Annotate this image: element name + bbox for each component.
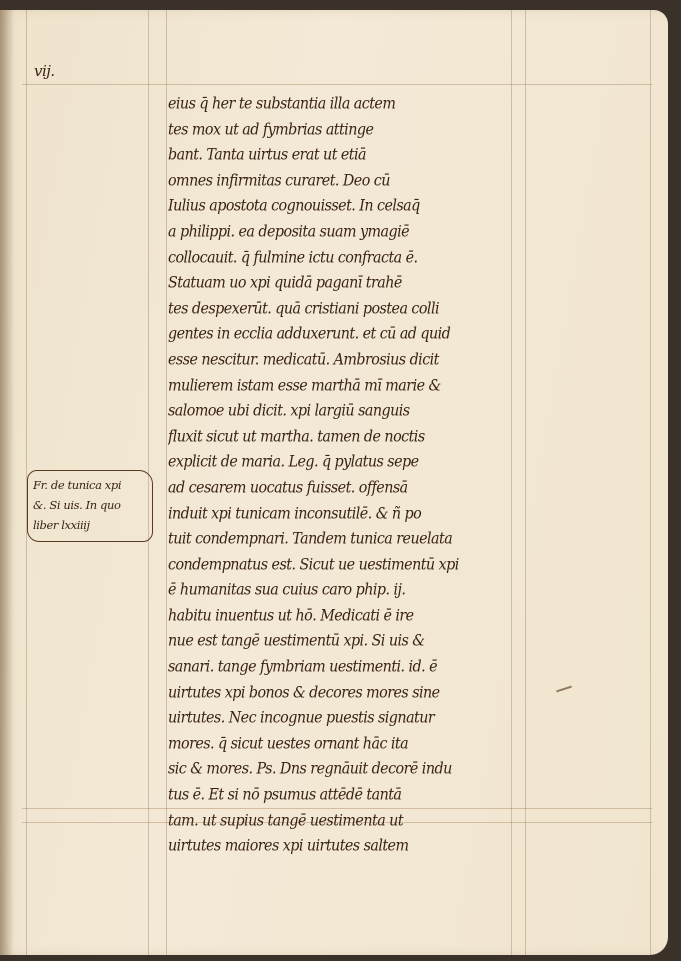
text-line: tus ē. Et si nō psumus attēdē tantā [168,786,402,804]
marginal-note-line: &. Si uis. In quo [33,498,121,512]
marginal-note [27,470,153,542]
ruling-line-text-right-outer [525,10,526,955]
text-line: mores. q̄ sicut uestes ornant hāc ita [168,735,409,753]
text-line: esse nescitur. medicatū. Ambrosius dicit [168,351,439,369]
marginal-note-line: liber lxxiiij [33,518,90,532]
text-line: habitu inuentus ut hō. Medicati ē ire [168,607,414,625]
text-line: a philippi. ea deposita suam ymagiē [168,223,409,241]
main-text-column [168,92,514,860]
text-line: nue est tangē uestimentū xpi. Si uis & [168,632,425,651]
text-line: salomoe ubi dicit. xpi largiū sanguis [168,402,410,420]
text-line: collocauit. q̄ fulmine ictu confracta ē. [168,248,418,267]
text-line: tes despexerūt. quā cristiani postea colli [168,300,439,318]
text-line: Iulius apostota cognouisset. In celsaq̄ [168,197,420,215]
folio-number: vij. [34,62,55,80]
text-line: ad cesarem uocatus fuisset. offensā [168,479,408,497]
text-line: sanari. tange fymbriam uestimenti. id. ē [168,658,438,676]
text-line: ē humanitas sua cuius caro phip. ij. [168,581,406,599]
text-line: tes mox ut ad fymbrias attinge [168,120,374,139]
text-line: condempnatus est. Sicut ue uestimentū xpi [168,555,459,574]
text-line: explicit de maria. Leg. q̄ pylatus sepe [168,453,419,471]
text-line: tuit condempnari. Tandem tunica reuelata [168,530,453,548]
text-line: Statuam uo xpi quidā paganī trahē [168,274,402,292]
ruling-line-right-edge [650,10,651,955]
text-line: sic & mores. Ps. Dns regnāuit decorē indu [168,760,452,779]
text-line: eius q̄ her te substantia illa actem [168,95,396,113]
text-line: induit xpi tunicam inconsutilē. & ñ po [168,504,422,523]
text-line: uirtutes xpi bonos & decores mores sine [168,683,440,702]
marginal-note-line: Fr. de tunica xpi [33,478,122,492]
text-line: gentes in ecclia adduxerunt. et cū ad quid [168,325,451,343]
text-line: fluxit sicut ut martha. tamen de noctis [168,428,425,446]
text-line: bant. Tanta uirtus erat ut etiā [168,146,366,164]
text-line: uirtutes. Nec incognue puestis signatur [168,709,435,727]
binding-shadow [0,10,14,955]
text-line: mulierem istam esse marthā mī marie & [168,376,441,395]
ruling-line-top [22,84,652,85]
text-line: tam. ut supius tangē uestimenta ut [168,811,404,830]
ruling-line-text-left-inner [166,10,167,955]
text-line: omnes infirmitas curaret. Deo cū [168,172,390,190]
text-line: uirtutes maiores xpi uirtutes saltem [168,837,409,855]
